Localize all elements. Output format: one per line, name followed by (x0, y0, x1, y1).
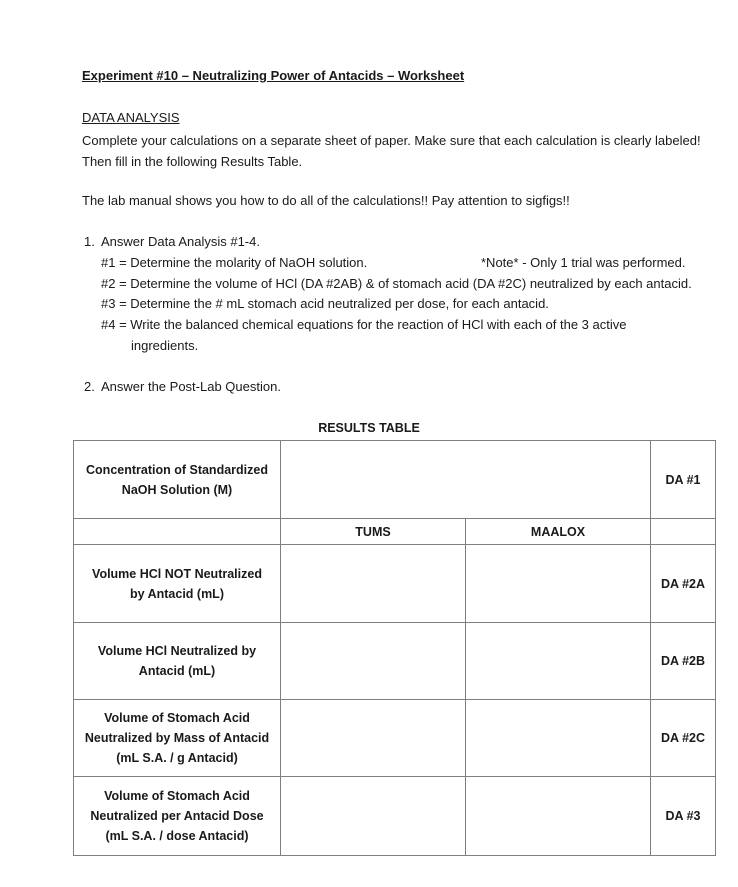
row-label-concentration: Concentration of Standardized NaOH Solution (M) (74, 441, 281, 519)
da-reference: DA #2B (651, 623, 716, 700)
tums-value-cell[interactable] (281, 623, 466, 700)
list-item-2-text: Answer the Post-Lab Question. (101, 379, 281, 394)
sub-item-4: #4 = Write the balanced chemical equations for the reaction of HCl with each of the 3 active (101, 317, 627, 332)
table-row (74, 777, 716, 856)
da-reference: DA #2A (651, 545, 716, 623)
instructions-paragraph: Complete your calculations on a separate sheet of paper. Make sure that each calculation is clearly labeled! Then fill in the following Results Table. (82, 133, 701, 169)
column-header-tums: TUMS (281, 519, 466, 545)
sub-item-1: #1 = Determine the molarity of NaOH solution. (101, 255, 368, 270)
sub-item-2: #2 = Determine the volume of HCl (DA #2AB) & of stomach acid (DA #2C) neutralized by each antacid. (101, 276, 692, 291)
table-row (74, 441, 716, 519)
trial-note: *Note* - Only 1 trial was performed. (481, 255, 686, 270)
sub-item-4-continued: ingredients. (131, 338, 199, 353)
maalox-value-cell[interactable] (466, 545, 651, 623)
sub-item-3: #3 = Determine the # mL stomach acid neutralized per dose, for each antacid. (101, 296, 549, 311)
concentration-value-cell[interactable] (281, 441, 651, 519)
list-item-2-number: 2. (84, 379, 95, 394)
table-row (74, 623, 716, 700)
list-item-1-text: Answer Data Analysis #1-4. (101, 234, 260, 249)
maalox-value-cell[interactable] (466, 623, 651, 700)
da-reference: DA #1 (651, 441, 716, 519)
tums-value-cell[interactable] (281, 777, 466, 856)
maalox-value-cell[interactable] (466, 700, 651, 777)
lab-manual-note: The lab manual shows you how to do all of the calculations!! Pay attention to sigfigs!! (82, 193, 570, 208)
column-header-maalox: MAALOX (466, 519, 651, 545)
table-header-row (74, 519, 716, 545)
da-reference: DA #3 (651, 777, 716, 856)
table-row (74, 545, 716, 623)
tums-value-cell[interactable] (281, 700, 466, 777)
section-heading: DATA ANALYSIS (82, 110, 180, 125)
results-table (73, 440, 716, 856)
row-label-stomach-acid-per-dose: Volume of Stomach Acid Neutralized per Antacid Dose (mL S.A. / dose Antacid) (74, 777, 281, 856)
worksheet-title: Experiment #10 – Neutralizing Power of Antacids – Worksheet (82, 68, 465, 83)
row-label-hcl-neutralized: Volume HCl Neutralized by Antacid (mL) (74, 623, 281, 700)
table-row (74, 700, 716, 777)
results-table-title: RESULTS TABLE (318, 421, 420, 435)
tums-value-cell[interactable] (281, 545, 466, 623)
maalox-value-cell[interactable] (466, 777, 651, 856)
list-item-1-number: 1. (84, 234, 95, 249)
row-label-stomach-acid-per-mass: Volume of Stomach Acid Neutralized by Mass of Antacid (mL S.A. / g Antacid) (74, 700, 281, 777)
header-empty-cell (651, 519, 716, 545)
da-reference: DA #2C (651, 700, 716, 777)
header-empty-cell (74, 519, 281, 545)
row-label-hcl-not-neutralized: Volume HCl NOT Neutralized by Antacid (mL) (74, 545, 281, 623)
